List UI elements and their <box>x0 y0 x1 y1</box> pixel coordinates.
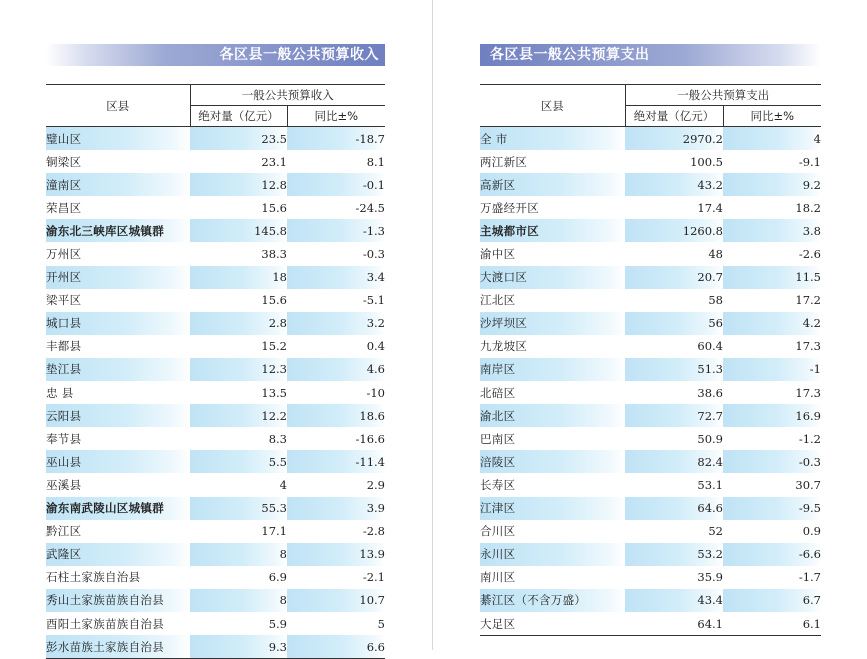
yoy-change-cell: -18.7 <box>287 127 385 151</box>
region-name-cell: 长寿区 <box>480 477 516 492</box>
region-name-cell: 南川区 <box>480 570 516 585</box>
table-row <box>46 427 385 450</box>
revenue-title-banner: 各区县一般公共预算收入 <box>46 44 385 66</box>
region-name-cell: 云阳县 <box>46 404 190 427</box>
yoy-change-cell: -0.3 <box>362 247 385 262</box>
yoy-change-cell: 2.9 <box>366 477 385 492</box>
absolute-amount-cell: 12.8 <box>190 173 287 196</box>
table-row <box>46 566 385 589</box>
region-name-cell: 巫溪县 <box>46 477 82 492</box>
table-row <box>480 358 821 381</box>
yoy-change-cell: 9.2 <box>723 173 821 196</box>
expenditure-group-header: 一般公共预算支出 <box>625 85 821 106</box>
table-row <box>46 196 385 219</box>
table-row <box>480 473 821 496</box>
yoy-change-cell: -9.1 <box>798 154 821 169</box>
table-row <box>480 450 821 473</box>
region-name-cell: 彭水苗族土家族自治县 <box>46 635 190 659</box>
absolute-amount-cell: 60.4 <box>697 339 723 354</box>
page-fold-divider <box>432 0 433 650</box>
yoy-change-cell: -9.5 <box>723 497 821 520</box>
absolute-amount-cell: 2.8 <box>190 312 287 335</box>
absolute-amount-cell: 17.1 <box>261 524 287 539</box>
region-name-cell: 全 市 <box>480 127 625 151</box>
absolute-amount-cell: 12.3 <box>190 358 287 381</box>
yoy-change-cell: 4 <box>723 127 821 151</box>
yoy-change-cell: -1.2 <box>798 431 821 446</box>
revenue-table-body <box>46 127 385 659</box>
region-name-cell: 九龙坡区 <box>480 339 528 354</box>
table-row <box>46 381 385 404</box>
yoy-change-cell: 5 <box>377 616 385 631</box>
absolute-amount-cell: 9.3 <box>190 635 287 659</box>
absolute-amount-cell: 43.2 <box>625 173 723 196</box>
region-name-cell: 丰都县 <box>46 339 82 354</box>
table-row <box>46 520 385 543</box>
region-name-cell: 巫山县 <box>46 450 190 473</box>
table-row <box>480 196 821 219</box>
expenditure-table-body <box>480 127 821 636</box>
yoy-change-cell: 0.9 <box>802 524 821 539</box>
yoy-change-cell: -11.4 <box>287 450 385 473</box>
yoy-change-cell: 17.3 <box>795 385 821 400</box>
region-name-cell: 璧山区 <box>46 127 190 151</box>
region-name-cell: 合川区 <box>480 524 516 539</box>
region-name-cell: 梁平区 <box>46 293 82 308</box>
region-name-cell: 荣昌区 <box>46 200 82 215</box>
yoy-change-cell: 3.9 <box>287 497 385 520</box>
table-row <box>46 312 385 335</box>
absolute-amount-cell: 72.7 <box>625 404 723 427</box>
table-row <box>480 404 821 427</box>
region-name-cell: 主城都市区 <box>480 219 625 242</box>
yoy-change-cell: 3.2 <box>287 312 385 335</box>
yoy-change-header: 同比±% <box>287 106 385 127</box>
yoy-change-cell: 11.5 <box>723 266 821 289</box>
absolute-amount-cell: 18 <box>190 266 287 289</box>
yoy-change-cell: -1 <box>723 358 821 381</box>
region-name-cell: 江北区 <box>480 293 516 308</box>
absolute-amount-cell: 23.5 <box>190 127 287 151</box>
region-name-cell: 铜梁区 <box>46 154 82 169</box>
yoy-change-cell: 17.2 <box>795 293 821 308</box>
region-name-cell: 永川区 <box>480 543 625 566</box>
absolute-amount-cell: 23.1 <box>261 154 287 169</box>
table-row <box>480 289 821 312</box>
region-name-cell: 綦江区（不含万盛） <box>480 589 625 612</box>
region-name-cell: 酉阳土家族苗族自治县 <box>46 616 164 631</box>
yoy-change-cell: -5.1 <box>362 293 385 308</box>
absolute-amount-cell: 13.5 <box>261 385 287 400</box>
absolute-amount-cell: 17.4 <box>697 200 723 215</box>
yoy-change-cell: 0.4 <box>366 339 385 354</box>
table-row <box>480 381 821 404</box>
yoy-change-cell: 6.6 <box>287 635 385 659</box>
table-row <box>46 242 385 265</box>
yoy-change-cell: -1.3 <box>287 219 385 242</box>
yoy-change-cell: 18.6 <box>287 404 385 427</box>
yoy-change-cell: -16.6 <box>355 431 385 446</box>
table-row <box>480 242 821 265</box>
table-row <box>46 358 385 381</box>
region-name-cell: 万州区 <box>46 247 82 262</box>
table-row <box>46 173 385 196</box>
absolute-amount-cell: 100.5 <box>690 154 723 169</box>
region-name-cell: 南岸区 <box>480 358 625 381</box>
table-row <box>46 635 385 659</box>
absolute-amount-cell: 15.6 <box>261 200 287 215</box>
region-name-cell: 巴南区 <box>480 431 516 446</box>
table-row <box>480 266 821 289</box>
absolute-amount-cell: 64.1 <box>625 612 723 636</box>
region-name-cell: 大渡口区 <box>480 266 625 289</box>
absolute-amount-cell: 2970.2 <box>625 127 723 151</box>
table-row <box>46 589 385 612</box>
yoy-change-cell: 10.7 <box>287 589 385 612</box>
region-name-cell: 沙坪坝区 <box>480 312 625 335</box>
yoy-change-cell: -2.8 <box>362 524 385 539</box>
yoy-change-cell: 18.2 <box>795 200 821 215</box>
region-name-cell: 渝北区 <box>480 404 625 427</box>
region-name-cell: 渝东南武陵山区城镇群 <box>46 497 190 520</box>
absolute-amount-cell: 8 <box>190 589 287 612</box>
table-row <box>480 173 821 196</box>
region-name-cell: 大足区 <box>480 612 625 636</box>
table-row <box>46 150 385 173</box>
yoy-change-cell: 6.1 <box>723 612 821 636</box>
revenue-table <box>46 84 385 659</box>
yoy-change-cell: 13.9 <box>287 543 385 566</box>
region-header: 区县 <box>480 85 625 127</box>
absolute-amount-cell: 50.9 <box>697 431 723 446</box>
absolute-amount-cell: 5.9 <box>268 616 287 631</box>
table-row <box>480 566 821 589</box>
yoy-change-cell: -24.5 <box>355 200 385 215</box>
absolute-amount-cell: 8 <box>190 543 287 566</box>
region-name-cell: 开州区 <box>46 266 190 289</box>
region-header: 区县 <box>46 85 190 127</box>
table-row <box>46 543 385 566</box>
table-row <box>480 612 821 636</box>
region-name-cell: 两江新区 <box>480 154 528 169</box>
absolute-amount-cell: 43.4 <box>625 589 723 612</box>
table-row <box>46 266 385 289</box>
absolute-amount-cell: 6.9 <box>268 570 287 585</box>
table-row <box>46 497 385 520</box>
yoy-change-cell: -0.1 <box>287 173 385 196</box>
yoy-change-cell: -0.3 <box>723 450 821 473</box>
yoy-change-cell: -1.7 <box>798 570 821 585</box>
expenditure-table <box>480 84 821 636</box>
region-name-cell: 涪陵区 <box>480 450 625 473</box>
yoy-change-cell: 4.6 <box>287 358 385 381</box>
absolute-amount-cell: 53.1 <box>697 477 723 492</box>
yoy-change-cell: 30.7 <box>795 477 821 492</box>
table-row <box>46 473 385 496</box>
yoy-change-cell: -2.1 <box>362 570 385 585</box>
absolute-amount-cell: 38.3 <box>261 247 287 262</box>
yoy-change-cell: 3.4 <box>287 266 385 289</box>
absolute-amount-header: 绝对量（亿元） <box>625 106 723 127</box>
absolute-amount-cell: 82.4 <box>625 450 723 473</box>
region-name-cell: 奉节县 <box>46 431 82 446</box>
absolute-amount-cell: 64.6 <box>625 497 723 520</box>
region-name-cell: 潼南区 <box>46 173 190 196</box>
table-row <box>46 450 385 473</box>
absolute-amount-cell: 52 <box>708 524 723 539</box>
region-name-cell: 黔江区 <box>46 524 82 539</box>
table-row <box>480 427 821 450</box>
yoy-change-cell: -2.6 <box>798 247 821 262</box>
absolute-amount-cell: 1260.8 <box>625 219 723 242</box>
table-row <box>480 150 821 173</box>
absolute-amount-cell: 15.2 <box>261 339 287 354</box>
absolute-amount-cell: 15.6 <box>261 293 287 308</box>
absolute-amount-cell: 48 <box>708 247 723 262</box>
absolute-amount-cell: 20.7 <box>625 266 723 289</box>
yoy-change-cell: 17.3 <box>795 339 821 354</box>
region-name-cell: 武隆区 <box>46 543 190 566</box>
table-row <box>46 127 385 151</box>
table-row <box>480 219 821 242</box>
table-row <box>480 312 821 335</box>
region-name-cell: 江津区 <box>480 497 625 520</box>
absolute-amount-cell: 58 <box>708 293 723 308</box>
region-name-cell: 渝东北三峡库区城镇群 <box>46 219 190 242</box>
region-name-cell: 万盛经开区 <box>480 200 539 215</box>
absolute-amount-cell: 51.3 <box>625 358 723 381</box>
table-row <box>46 289 385 312</box>
table-row <box>46 335 385 358</box>
expenditure-panel <box>480 44 821 636</box>
absolute-amount-cell: 4 <box>279 477 287 492</box>
region-name-cell: 垫江县 <box>46 358 190 381</box>
region-name-cell: 北碚区 <box>480 385 516 400</box>
yoy-change-cell: -10 <box>366 385 385 400</box>
table-row <box>480 520 821 543</box>
region-name-cell: 秀山土家族苗族自治县 <box>46 589 190 612</box>
revenue-panel <box>46 44 385 659</box>
table-row <box>480 127 821 151</box>
region-name-cell: 城口县 <box>46 312 190 335</box>
absolute-amount-cell: 145.8 <box>190 219 287 242</box>
table-row <box>480 335 821 358</box>
region-name-cell: 高新区 <box>480 173 625 196</box>
absolute-amount-cell: 12.2 <box>190 404 287 427</box>
yoy-change-cell: 16.9 <box>723 404 821 427</box>
absolute-amount-cell: 35.9 <box>697 570 723 585</box>
yoy-change-cell: 3.8 <box>723 219 821 242</box>
absolute-amount-header: 绝对量（亿元） <box>190 106 287 127</box>
yoy-change-header: 同比±% <box>723 106 821 127</box>
table-row <box>46 612 385 635</box>
table-row <box>480 543 821 566</box>
region-name-cell: 忠 县 <box>46 385 74 400</box>
table-row <box>480 497 821 520</box>
table-row <box>46 404 385 427</box>
absolute-amount-cell: 56 <box>625 312 723 335</box>
table-row <box>46 219 385 242</box>
absolute-amount-cell: 38.6 <box>697 385 723 400</box>
absolute-amount-cell: 53.2 <box>625 543 723 566</box>
yoy-change-cell: 8.1 <box>366 154 385 169</box>
yoy-change-cell: 6.7 <box>723 589 821 612</box>
absolute-amount-cell: 55.3 <box>190 497 287 520</box>
yoy-change-cell: 4.2 <box>723 312 821 335</box>
absolute-amount-cell: 8.3 <box>268 431 287 446</box>
region-name-cell: 石柱土家族自治县 <box>46 570 141 585</box>
table-row <box>480 589 821 612</box>
expenditure-title-banner: 各区县一般公共预算支出 <box>480 44 821 66</box>
absolute-amount-cell: 5.5 <box>190 450 287 473</box>
revenue-group-header: 一般公共预算收入 <box>190 85 385 106</box>
yoy-change-cell: -6.6 <box>723 543 821 566</box>
region-name-cell: 渝中区 <box>480 247 516 262</box>
